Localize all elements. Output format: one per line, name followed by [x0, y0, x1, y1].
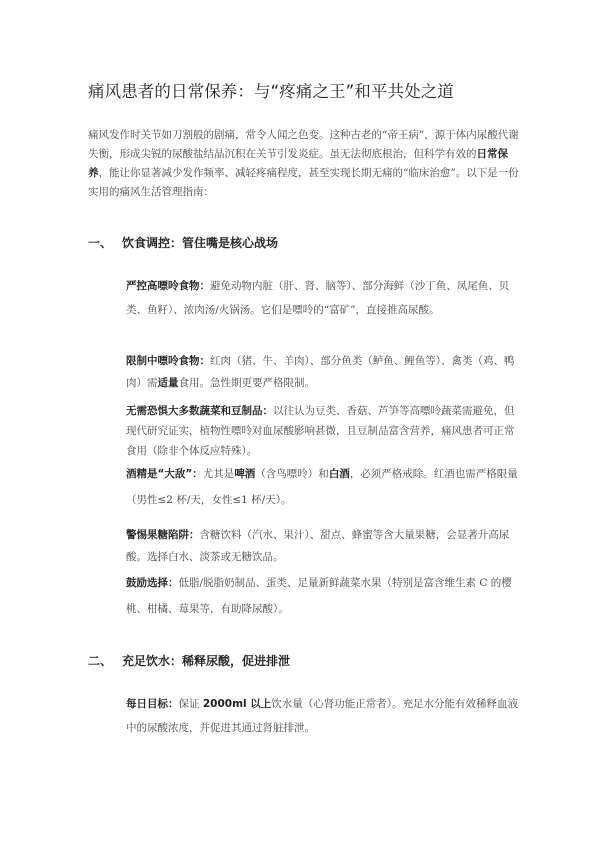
section2-heading [88, 652, 290, 669]
diet-item-2-label: 限制中嘌呤食物： [126, 355, 210, 367]
water-item-1-text-a: 保证 [178, 698, 203, 710]
diet-item-4-bold-2: 白酒 [328, 468, 350, 480]
diet-item-1-text: 避免动物内脏（肝、肾、脑等）、部分海鲜（沙丁鱼、凤尾鱼、贝类、鱼籽）、浓肉汤/火锅汤。它们是嘌呤的“富矿”，直接推高尿酸。 [126, 280, 510, 316]
diet-item-1 [126, 274, 520, 322]
diet-item-6 [126, 570, 520, 622]
section2-number: 二、 [88, 654, 113, 668]
diet-item-1-label: 严控高嘌呤食物： [126, 280, 210, 292]
diet-item-3-text: 以往认为豆类、香菇、芦笋等高嘌呤蔬菜需避免，但现代研究证实，植物性嘌呤对血尿酸影响甚微，且豆制品富含营养，痛风患者可正常食用（除非个体反应特殊）。 [126, 405, 515, 457]
diet-item-4-text-c: ，必须严格戒除。红酒也需严格限量（男性≤2 杯/天，女性≤1 杯/天）。 [126, 468, 518, 506]
diet-item-2-bold: 适量 [157, 377, 179, 389]
section2-title: 充足饮水：稀释尿酸，促进排泄 [122, 654, 291, 668]
diet-item-2-text-a: 红肉（猪、牛、羊肉）、部分鱼类（鲈鱼、鲤鱼等）、禽类（鸡、鸭肉）需 [126, 355, 515, 389]
diet-item-2 [126, 350, 520, 394]
diet-item-3 [126, 401, 520, 461]
water-item-1-bold: 2000ml 以上 [202, 698, 272, 710]
diet-item-5 [126, 524, 520, 568]
diet-item-5-label: 警惕果糖陷阱： [126, 529, 200, 541]
section1-number: 一、 [88, 236, 113, 250]
diet-item-4-label: 酒精是“大敌”： [126, 468, 203, 480]
water-item-1 [126, 692, 520, 740]
water-item-1-text-b: 饮水量（心肾功能正常者）。充足水分能有效稀释血液中的尿酸浓度，并促进其通过肾脏排泄。 [126, 698, 519, 734]
diet-item-6-text: 低脂/脱脂奶制品、蛋类、足量新鲜蔬菜水果（特别是富含维生素 C 的樱桃、柑橘、莓果等，有助降尿酸）。 [126, 577, 512, 615]
intro-bold: 日常保养 [88, 148, 508, 179]
diet-item-5-text: 含糖饮料（汽水、果汁）、甜点、蜂蜜等含大量果糖，会显著升高尿酸。选择白水、淡茶或无糖饮品。 [126, 529, 510, 563]
intro-text-1: 痛风发作时关节如刀割般的剧痛，常令人闻之色变。这种古老的“帝王病”，源于体内尿酸代谢失衡，形成尖锐的尿酸盐结晶沉积在关节引发炎症。虽无法彻底根治，但科学有效的 [88, 129, 519, 160]
water-item-1-label: 每日目标： [126, 698, 179, 710]
diet-item-4-text-a: 尤其是 [202, 468, 235, 480]
section1-title: 饮食调控：管住嘴是核心战场 [122, 236, 279, 250]
diet-item-3-label: 无需恐惧大多数蔬菜和豆制品： [126, 405, 273, 417]
diet-item-2-text-b: 食用。急性期更要严格限制。 [178, 377, 315, 389]
diet-item-4-bold-1: 啤酒 [234, 468, 256, 480]
section1-heading [88, 234, 278, 251]
intro-paragraph [88, 126, 520, 202]
diet-item-4 [126, 461, 520, 513]
diet-item-4-text-b: （含鸟嘌呤）和 [255, 468, 329, 480]
diet-item-6-label: 鼓励选择： [126, 577, 179, 589]
intro-text-2: ，能让你显著减少发作频率、减轻疼痛程度，甚至实现长期无痛的“临床治愈”。以下是一份实用的痛风生活管理指南： [88, 167, 519, 198]
page-title: 痛风患者的日常保养：与“疼痛之王”和平共处之道 [88, 82, 454, 101]
